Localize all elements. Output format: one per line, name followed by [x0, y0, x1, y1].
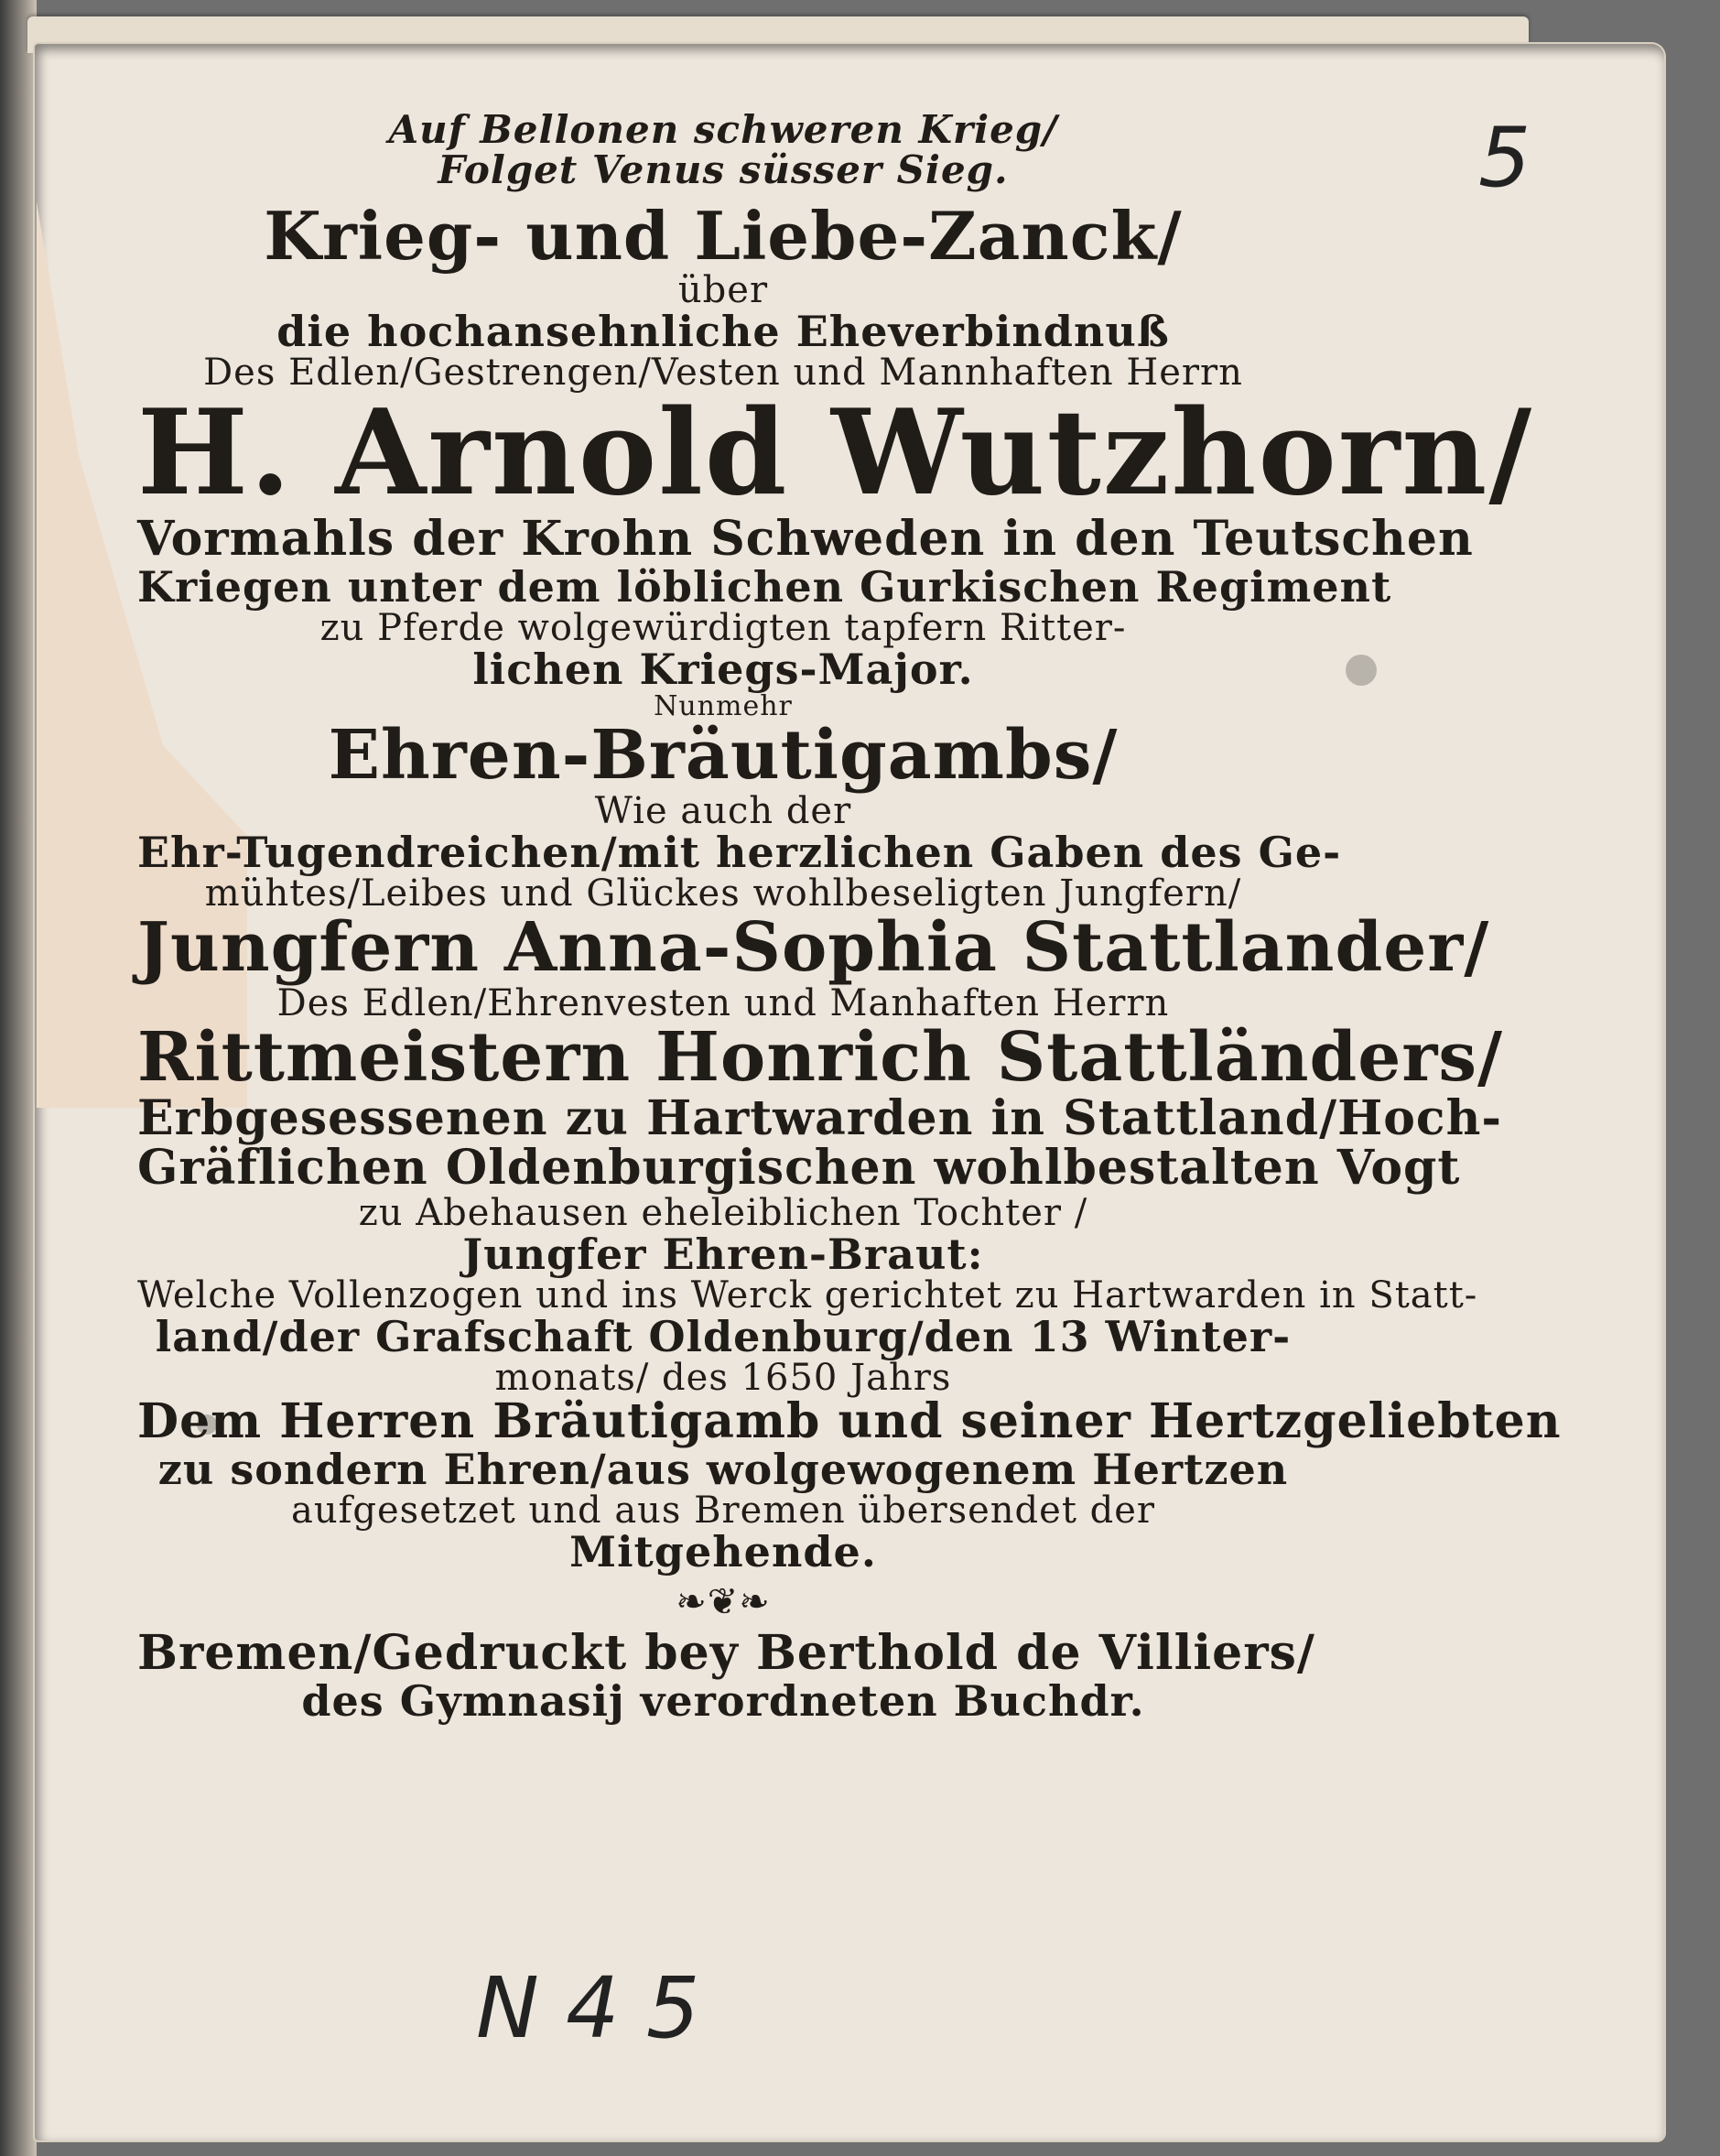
title-page-text — [137, 107, 1562, 1727]
title-line: Gräflichen Oldenburgischen wohlbestalten Vogt — [137, 1140, 1461, 1197]
title-line: Jungfer Ehren-Braut: — [462, 1229, 984, 1279]
title-line: die hochansehnliche Eheverbindnuß — [276, 306, 1170, 356]
title-line: Welche Vollenzogen und ins Werck gerichtet zu Hartwarden in Statt- — [137, 1274, 1478, 1316]
main-title: Krieg- und Liebe-Zanck/ — [264, 197, 1183, 276]
title-line: monats/ des 1650 Jahrs — [494, 1357, 952, 1400]
title-line: zu Abehausen eheleiblichen Tochter / — [358, 1191, 1088, 1234]
divider-ornament: ❧❦❧ — [676, 1581, 771, 1624]
bride-father-name: Rittmeistern Honrich Stattländers/ — [137, 1017, 1504, 1097]
title-line: aufgesetzet und aus Bremen übersendet der — [290, 1490, 1156, 1533]
title-line: Erbgesessenen zu Hartwarden in Stattland/Hoch- — [137, 1089, 1502, 1146]
motto-line-2: Folget Venus süsser Sieg. — [438, 147, 1009, 193]
title-line: Dem Herren Bräutigamb und seiner Hertzgeliebten — [137, 1393, 1562, 1450]
title-line: Mitgehende. — [569, 1527, 877, 1577]
groom-name: H. Arnold Wutzhorn/ — [137, 385, 1534, 523]
title-line: zu Pferde wolgewürdigten tapfern Ritter- — [319, 607, 1127, 650]
handwritten-annotation: N 4 5 — [476, 1959, 700, 2057]
title-line: lichen Kriegs-Major. — [472, 645, 974, 695]
title-line: Des Edlen/Gestrengen/Vesten und Mannhaften Herrn — [203, 352, 1243, 395]
title-line: Vormahls der Krohn Schweden in den Teutschen — [137, 511, 1474, 568]
title-line: über — [677, 268, 769, 311]
title-line: land/der Grafschaft Oldenburg/den 13 Winter- — [155, 1312, 1292, 1361]
motto-line-1: Auf Bellonen schweren Krieg/ — [388, 107, 1058, 152]
groom-title: Ehren-Bräutigambs/ — [328, 716, 1119, 796]
title-line: mühtes/Leibes und Glückes wohlbeseligten Jungfern/ — [204, 872, 1242, 915]
title-line: Ehr-Tugendreichen/mit herzlichen Gaben des Ge- — [137, 827, 1342, 877]
title-line: Wie auch der — [594, 789, 852, 832]
title-line: zu sondern Ehren/aus wolgewogenem Hertzen — [157, 1444, 1289, 1494]
title-line: Nunmehr — [654, 689, 793, 722]
imprint-line: des Gymnasij verordneten Buchdr. — [301, 1676, 1145, 1727]
bride-name: Jungfern Anna-Sophia Stattlander/ — [137, 908, 1490, 988]
page-number-handwritten: 5 — [1478, 110, 1531, 206]
ink-stain — [1346, 655, 1377, 686]
book-spine — [0, 0, 37, 2156]
imprint-line: Bremen/Gedruckt bey Berthold de Villiers/ — [137, 1625, 1315, 1682]
title-line: Des Edlen/Ehrenvesten und Manhaften Herrn — [276, 981, 1170, 1024]
title-line: Kriegen unter dem löblichen Gurkischen Regiment — [137, 562, 1392, 612]
